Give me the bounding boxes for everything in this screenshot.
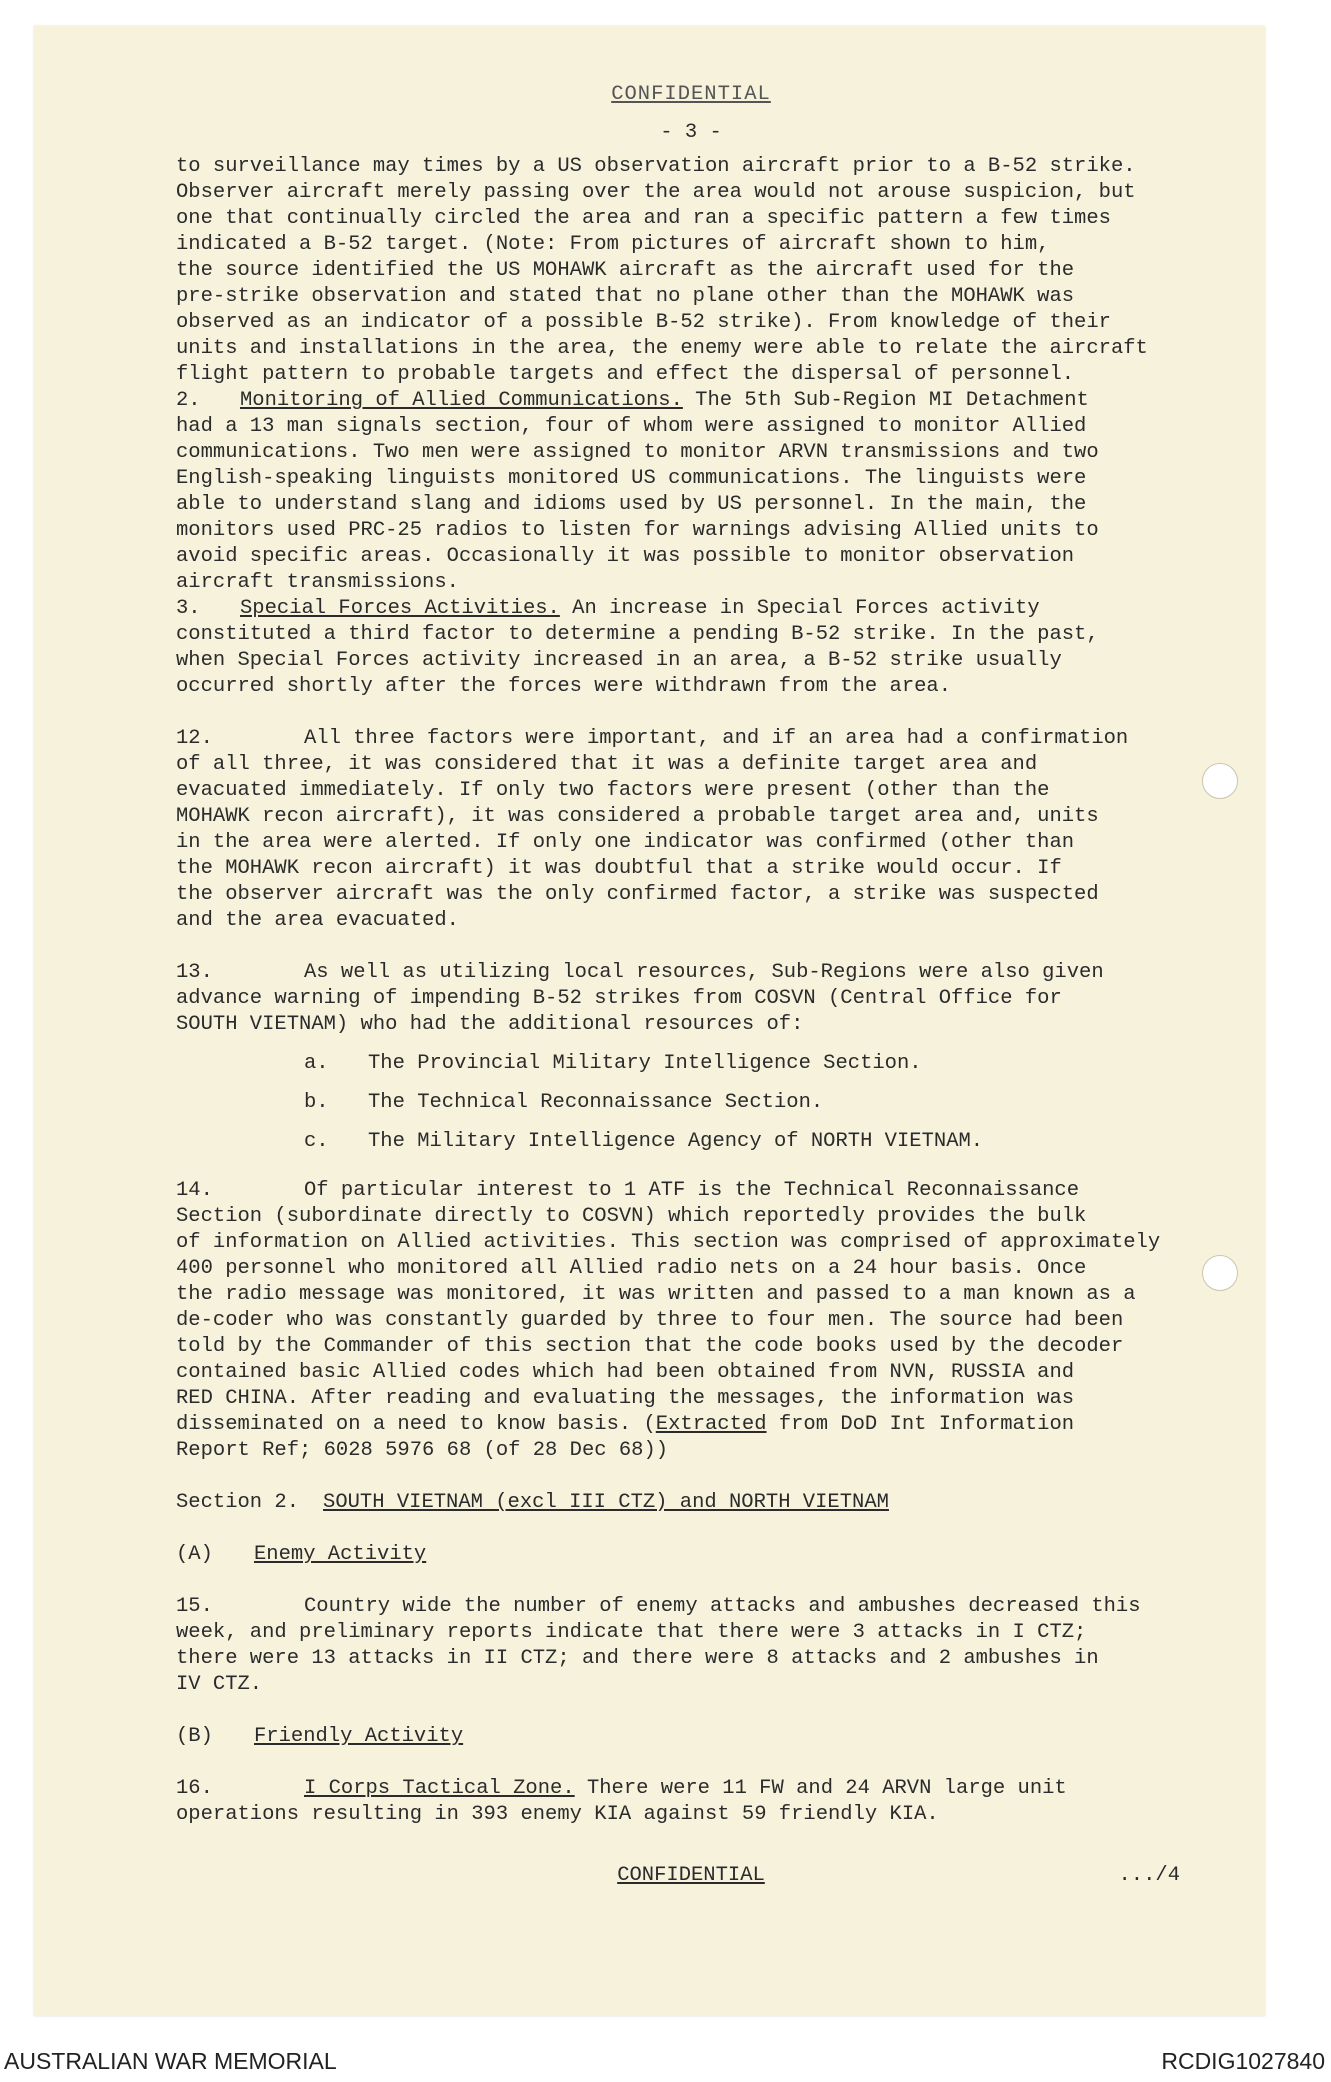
item-3-title: Special Forces Activities. [240,597,560,620]
archive-name: AUSTRALIAN WAR MEMORIAL [4,2048,337,2074]
section-2-heading [176,1490,1206,1516]
paragraph-13 [176,960,1206,1038]
punch-hole-bottom [1202,1255,1238,1291]
paragraph-14-text: Of particular interest to 1 ATF is the Technical Reconnaissance Section (subordinate directly to COSVN) which reportedly provides the bulk of information on Allied activities. This section was comprised of approximately 400 personnel who monitored all Allied radio nets on a 24 hour basis. Once the radio message was monitored, it was written and passed to a man known as a de-coder who was constantly guarded by three to four men. The source had been told by the Commander of this section that the code books used by the decoder contained basic Allied codes which had been obtained from NVN, RUSSIA and RED CHINA. After reading and evaluating the messages, the information was disseminated on a need to know basis. [176,1179,1161,1436]
header-classification: CONFIDENTIAL [611,83,771,106]
item-3-number: 3. [176,597,201,620]
footer-classification: CONFIDENTIAL [617,1864,765,1887]
paragraph-15-number: 15. [176,1595,213,1618]
item-3-text: An increase in Special Forces activity constituted a third factor to determine a pending B-52 strike. In the past, when Special Forces activity increased in an area, a B-52 strike usually occurred shortly after the forces were withdrawn from the area. [176,597,1099,698]
subheading-a [176,1542,1206,1568]
paragraph-13-number: 13. [176,961,213,984]
page-footer [176,1864,1206,1890]
list-item: c. The Military Intelligence Agency of NORTH VIETNAM. [304,1130,984,1153]
item-2 [176,388,1206,596]
section-2-label: Section 2. [176,1491,300,1514]
archive-credit-bar [0,2048,1331,2076]
list-item: a. The Provincial Military Intelligence Section. [304,1052,922,1075]
subheading-b-title: Friendly Activity [254,1725,464,1748]
footer-continuation: .../4 [1118,1864,1180,1887]
punch-hole-top [1202,763,1238,799]
subheading-a-title: Enemy Activity [254,1543,427,1566]
document-body [176,82,1206,1828]
paragraph-13-text: As well as utilizing local resources, Sub-Regions were also given advance warning of impending B-52 strikes from COSVN (Central Office for SOUTH VIETNAM) who had the additional resources of: [176,961,1104,1036]
paragraph-12 [176,726,1206,934]
paragraph-14-number: 14. [176,1179,213,1202]
paragraph-15 [176,1594,1206,1698]
paragraph-16-text: There were 11 FW and 24 ARVN large unit operations resulting in 393 enemy KIA against 59 friendly KIA. [176,1777,1067,1826]
paragraph-14-reference: from DoD Int Information Report Ref; 6028 5976 68 (of 28 Dec 68)) [176,1413,1075,1462]
paragraph-16-title: I Corps Tactical Zone. [304,1777,575,1800]
section-2-title: SOUTH VIETNAM (excl III CTZ) and NORTH VIETNAM [323,1491,889,1514]
paragraph-12-text: All three factors were important, and if an area had a confirmation of all three, it was considered that it was a definite target area and evacuated immediately. If only two factors were present (other than the MOHAWK recon aircraft), it was considered a probable target area and, units in the area were alerted. If only one indicator was confirmed (other than the MOHAWK recon aircraft) it was doubtful that a strike would occur. If the observer aircraft was the only confirmed factor, a strike was suspected and the area evacuated. [176,727,1129,932]
subheading-b-label: (B) [176,1725,213,1748]
paragraph-12-number: 12. [176,727,213,750]
item-3 [176,596,1206,700]
item-2-text: The 5th Sub-Region MI Detachment had a 13 man signals section, four of whom were assigned to monitor Allied communications. Two men were assigned to monitor ARVN transmissions and two English-speaking linguists monitored US communications. The linguists were able to understand slang and idioms used by US personnel. In the main, the monitors used PRC-25 radios to listen for warnings advising Allied units to avoid specific areas. Occasionally it was possible to monitor observation aircraft transmissions. [176,389,1099,594]
intro-paragraph: to surveillance may times by a US observation aircraft prior to a B-52 strike. Observer aircraft merely passing over the area would not arouse suspicion, but one that continually circled the area and ran a specific pattern a few times indicated a B-52 target. (Note: From pictures of aircraft shown to him, the source identified the US MOHAWK aircraft as the aircraft used for the pre-strike observation and stated that no plane other than the MOHAWK was observed as an indicator of a possible B-52 strike). From knowledge of their units and installations in the area, the enemy were able to relate the aircraft flight pattern to probable targets and effect the dispersal of personnel. [176,155,1148,386]
subheading-a-label: (A) [176,1543,213,1566]
item-2-title: Monitoring of Allied Communications. [240,389,683,412]
paragraph-14: 14. Of particular interest to 1 ATF is the Technical Reconnaissance Section (subordinate directly to COSVN) which reportedly provides the bulk of information on Allied activities. This section was comprised of approximately 400 personnel who monitored all Allied radio nets on a 24 hour basis. Once the radio message was monitored, it was written and passed to a man known as a de-coder who was constantly guarded by three to four men. The source had been told by the Commander of this section that the code books used by the decoder contained basic Allied codes which had been obtained from NVN, RUSSIA and RED CHINA. After reading and evaluating the messages, the information was disseminated on a need to know basis. (Extracted from DoD Int Information Report Ref; 6028 5976 68 (of 28 Dec 68)) [176,1179,1161,1462]
list-item: b. The Technical Reconnaissance Section. [304,1091,824,1114]
page-number: - 3 - [660,121,722,144]
paragraph-16 [176,1776,1206,1828]
subheading-b [176,1724,1206,1750]
item-2-number: 2. [176,389,201,412]
paragraph-16-number: 16. [176,1777,213,1800]
extracted-word: Extracted [655,1413,767,1436]
paragraph-15-text: Country wide the number of enemy attacks and ambushes decreased this week, and preliminary reports indicate that there were 3 attacks in I CTZ; there were 13 attacks in II CTZ; and there were 8 attacks and 2 ambushes in IV CTZ. [176,1595,1141,1696]
archive-id: RCDIG1027840 [1161,2048,1325,2074]
